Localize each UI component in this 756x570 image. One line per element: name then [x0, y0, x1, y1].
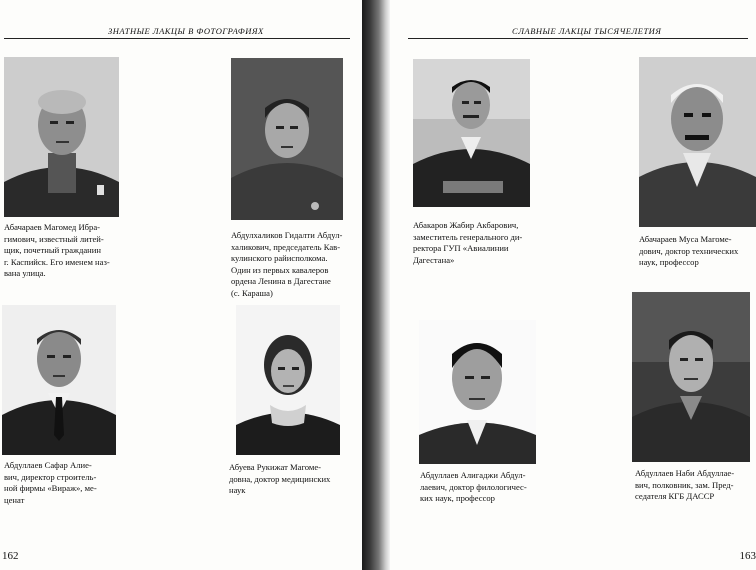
book-spine-gutter [362, 0, 390, 570]
portrait-photo [2, 305, 116, 455]
portrait-photo [632, 292, 750, 462]
portrait-caption: Абдуллаев Сафар Алие- вич, директор строитель- ной фирмы «Вираж», ме- ценат [4, 460, 97, 505]
right-running-header: СЛАВНЫЕ ЛАКЦЫ ТЫСЯЧЕЛЕТИЯ [512, 26, 662, 36]
portrait-caption: Абачараев Муса Магоме- дович, доктор технических наук, профессор [639, 234, 739, 267]
left-page-number: 162 [2, 550, 19, 562]
right-page [390, 0, 756, 570]
left-page [0, 0, 362, 570]
portrait-photo [419, 320, 536, 464]
portrait-photo [413, 59, 530, 207]
left-header-rule [4, 38, 350, 39]
portrait-caption: Абдулхаликов Гидалти Абдул- халикович, председатель Кав- кулинского райисполкома. Один из первых кавалеров ордена Ленина в Дагестане (с. Караша) [231, 230, 343, 298]
portrait-caption: Абдуллаев Алигаджи Абдул- лаевич, доктор филологичес- ких наук, профессор [420, 470, 527, 503]
right-page-number: 163 [739, 550, 756, 562]
portrait-caption: Абдуллаев Наби Абдуллае- вич, полковник, зам. Пред- седателя КГБ ДАССР [635, 468, 735, 501]
portrait-photo [231, 58, 343, 220]
portrait-photo [4, 57, 119, 217]
portrait-caption: Абакаров Жабир Акбарович, заместитель генерального ди- ректора ГУП «Авиалинии Дагестана» [413, 220, 523, 265]
left-running-header: ЗНАТНЫЕ ЛАКЦЫ В ФОТОГРАФИЯХ [108, 26, 264, 36]
portrait-caption: Абачараев Магомед Ибра- гимович, известный литей- щик, почетный гражданин г. Каспийск. Его именем наз- вана улица. [4, 222, 110, 278]
portrait-photo [639, 57, 756, 227]
portrait-photo [236, 305, 340, 455]
portrait-caption: Абуева Рукижат Магоме- довна, доктор медицинских наук [229, 462, 331, 495]
right-header-rule [408, 38, 748, 39]
